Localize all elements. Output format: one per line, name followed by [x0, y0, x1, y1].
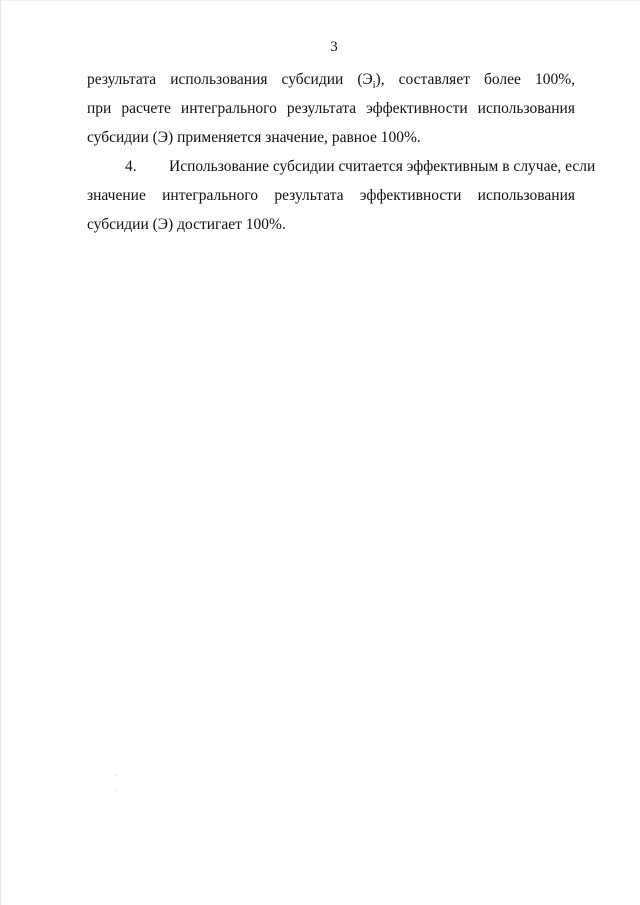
item-4-line-3: субсидии (Э) достигает 100%.	[87, 216, 286, 233]
scan-speck	[116, 790, 117, 791]
paragraph-1	[87, 65, 575, 152]
subscript-i: i	[372, 80, 376, 92]
paragraph-1-line-1-start: результата использования субсидии (Э	[87, 71, 373, 88]
paragraph-1-line-1	[87, 65, 575, 94]
paragraph-1-line-1-end: ), составляет более 100%,	[375, 71, 575, 88]
paragraph-1-line-3: субсидии (Э) применяется значение, равное 100%.	[87, 129, 421, 146]
item-4-line-1	[87, 152, 596, 181]
item-4	[87, 152, 596, 239]
paragraph-1-line-2: при расчете интегрального результата эффективности использования	[87, 100, 575, 117]
item-4-number: 4.	[125, 158, 137, 175]
document-body	[87, 65, 596, 239]
scan-speck	[116, 775, 117, 776]
item-4-line-1-text: Использование субсидии считается эффективным в случае, если	[169, 158, 596, 175]
page-number: 3	[330, 39, 338, 55]
item-4-line-2: значение интегрального результата эффективности использования	[87, 187, 575, 204]
